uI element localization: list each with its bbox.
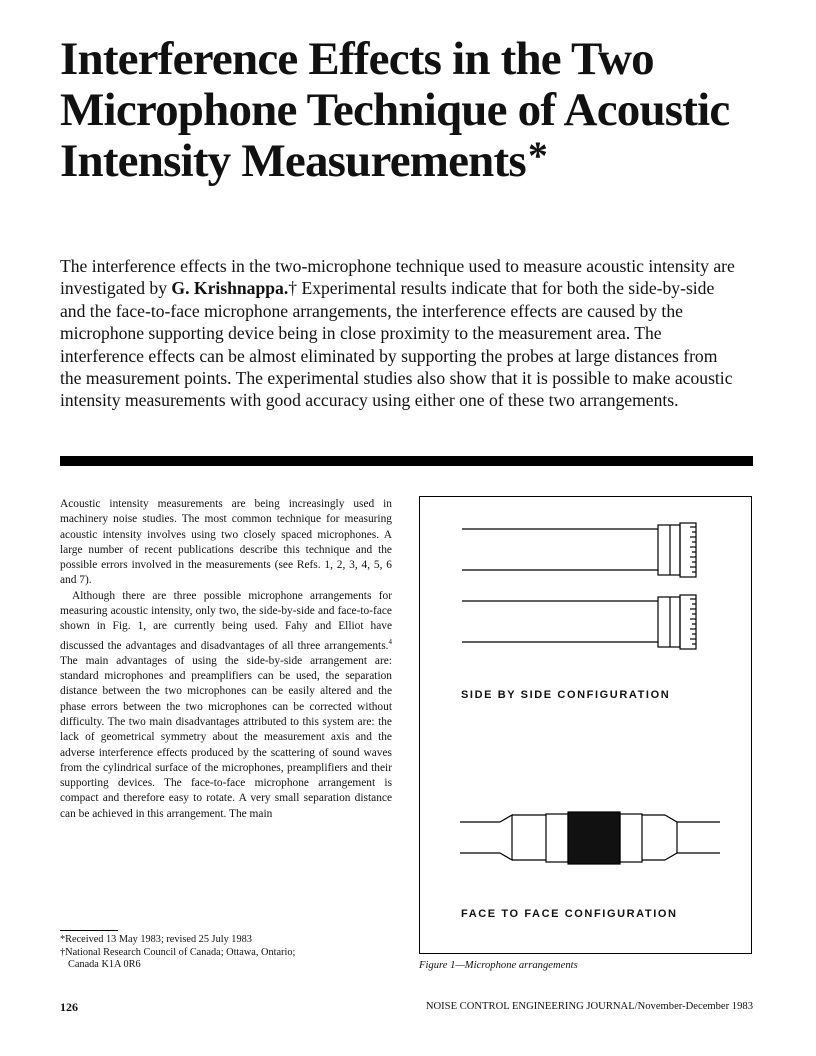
figure-caption: Figure 1—Microphone arrangements (419, 960, 578, 971)
abstract-part2: Experimental results indicate that for both the side-by-side and the face-to-face microphone arrangements, the interference effects are caused by the microphone supporting device being in close proximity to the measurement area. The interference effects can be almost eliminated by supporting the probes at large distances from the measurement points. The experimental studies also show that it is possible to make acoustic intensity measurements with good accuracy using either one of these two arrangements. (60, 278, 733, 411)
abstract (60, 255, 740, 412)
reference-superscript: 4 (388, 637, 392, 646)
paper-title (60, 34, 760, 187)
side-microphone-2 (462, 595, 696, 649)
body-paragraph-2 (60, 589, 392, 822)
microphone-arrangements-diagram (420, 497, 753, 955)
footnote-rule (60, 930, 118, 931)
title-text: Interference Effects in the Two Microphone Technique of Acoustic Intensity Measurements (60, 33, 730, 187)
face-to-face-microphones (460, 812, 720, 864)
footnote-received: *Received 13 May 1983; revised 25 July 1983 (60, 934, 252, 945)
author-name: G. Krishnappa. (171, 278, 289, 299)
figure-1-box (419, 496, 752, 954)
body-paragraph-2-a: Although there are three possible microphone arrangements for measuring acoustic intensity, only two, the side-by-side and face-to-face shown in Fig. 1, are currently being used. Fahy and Elliot have discussed the advantages and disadvantages of all three arrangements. (60, 589, 392, 652)
page-number: 126 (60, 1000, 78, 1014)
body-text-column (60, 497, 392, 822)
author-affiliation-marker: † (288, 278, 298, 299)
body-paragraph-1: Acoustic intensity measurements are being increasingly used in machinery noise studies. The most common technique for measuring acoustic intensity involves using two closely spaced microphones. A large number of recent publications describe this technique and the possible errors involved in the measurements (see Refs. 1, 2, 3, 4, 5, 6 and 7). (60, 498, 392, 587)
footnotes (60, 934, 390, 972)
body-paragraph-2-b: The main advantages of using the side-by-side arrangement are: standard microphones and preamplifiers can be used, the separation distance between the two microphones can be easily altered and the phase errors between the two microphones can be corrected without difficulty. The two main disadvantages attributed to this system are: the lack of geometrical symmetry about the measurement axis and the adverse interference effects produced by the scattering of sound waves from the cylindrical surface of the microphones, preamplifiers and their supporting devices. The face-to-face microphone arrangement is compact and therefore easy to rotate. A very small separation distance can be achieved in this arrangement. The main (60, 654, 392, 820)
section-divider (60, 456, 753, 466)
face-to-face-label: FACE TO FACE CONFIGURATION (461, 908, 678, 920)
footnote-affiliation-1: †National Research Council of Canada; Ottawa, Ontario; (60, 946, 296, 958)
side-by-side-label: SIDE BY SIDE CONFIGURATION (461, 689, 671, 701)
journal-footer: NOISE CONTROL ENGINEERING JOURNAL/November-December 1983 (425, 1001, 753, 1012)
footnote-affiliation-2: Canada K1A 0R6 (68, 959, 141, 971)
side-microphone-1 (462, 523, 696, 577)
title-footnote-marker: * (527, 133, 548, 178)
abstract-part1: The interference effects in the two-microphone technique used to measure acoustic intensity are investigated by (60, 256, 735, 299)
